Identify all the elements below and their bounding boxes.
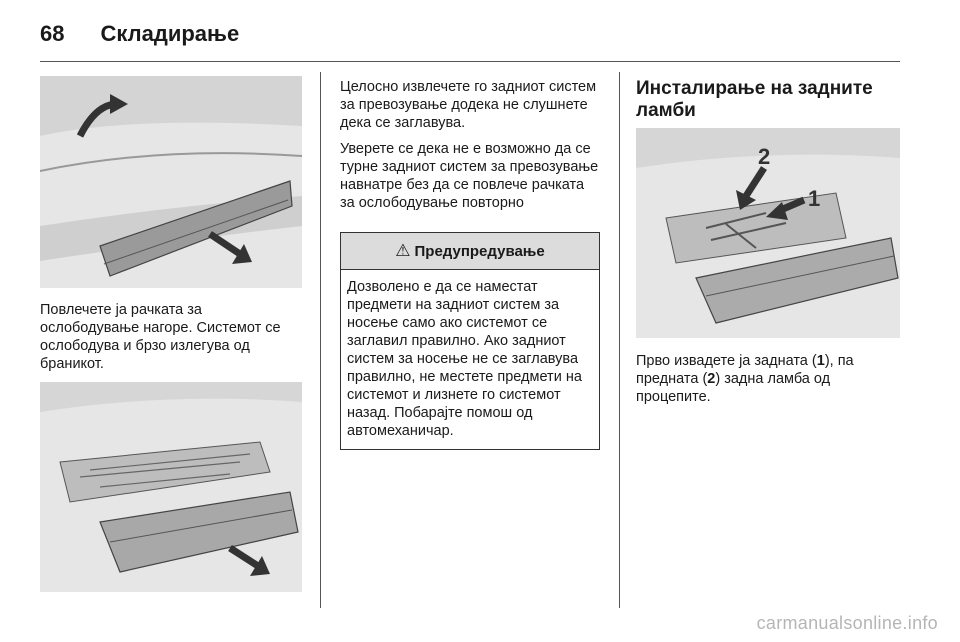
col3-bold-2: 2 [707, 371, 716, 387]
bumper-release-illustration [40, 76, 302, 288]
col3-text-part-3: ) задна ламба од процепите. [636, 371, 831, 405]
page-header [40, 14, 239, 54]
figure-carrier-extending [40, 382, 302, 592]
carrier-extend-illustration [40, 382, 302, 592]
col2-text [340, 78, 602, 212]
callout-2: 2 [758, 144, 771, 169]
column-divider-1 [320, 72, 321, 608]
warning-icon: ⚠ [395, 241, 411, 260]
col1-text [40, 301, 302, 373]
header-divider [40, 61, 900, 62]
section-title: Складирање [100, 21, 240, 46]
col1-paragraph: Повлечете ја рачката за ослободување нагоре. Системот се ослободува и брзо излегува од браникот. [40, 302, 281, 372]
warning-title: Предупредување [414, 242, 545, 260]
watermark: carmanualsonline.info [756, 613, 938, 633]
col3-text-part-2: ), па предната ( [636, 353, 854, 387]
warning-box [340, 232, 600, 450]
col2-paragraph-1: Целосно извлечете го задниот систем за превозување додека не слушнете дека се заглавува. [340, 79, 597, 131]
column-divider-2 [619, 72, 620, 608]
figure-rear-lamps [636, 128, 900, 338]
warning-body: Дозволено е да се наместат предмети на задниот систем за носење само ако системот се заглавил правилно. Ако задниот систем за носење не се заглавува правилно, не местете предмети на системот и лизнете го системот назад. Побарајте помош од автомеханичар. [347, 279, 582, 439]
callout-1: 1 [808, 186, 821, 211]
page-number: 68 [40, 21, 65, 46]
col3-heading: Инсталирање на задните ламби [636, 78, 873, 121]
col3-paragraph [636, 352, 898, 406]
rear-lamps-illustration [636, 128, 900, 338]
figure-release-handle [40, 76, 302, 288]
col3-text-part-1: Прво извадете ја задната ( [636, 353, 817, 369]
col3-bold-1: 1 [816, 353, 825, 369]
warning-header [341, 233, 599, 270]
col3-text [636, 352, 898, 406]
col2-paragraph-2: Уверете се дека не е возможно да се турне задниот систем за превозување навнатре без да се повлече рачката за ослободување повторно [340, 141, 599, 211]
